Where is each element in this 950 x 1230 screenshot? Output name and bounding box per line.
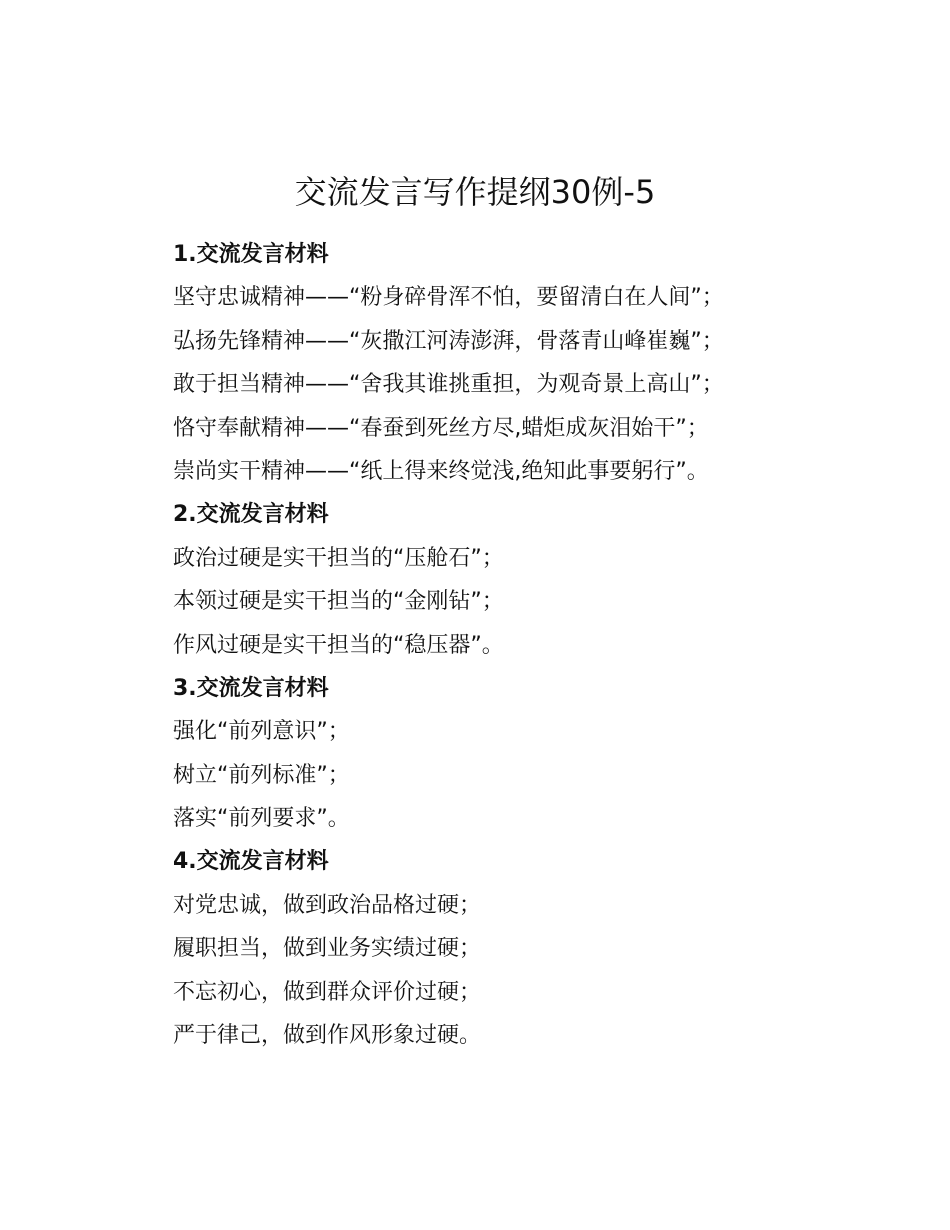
paragraph-line: 恪守奉献精神——“春蚕到死丝方尽,蜡炬成灰泪始干”； (173, 415, 709, 441)
paragraph-line: 本领过硬是实干担当的“金刚钻”； (173, 589, 504, 615)
paragraph-line: 作风过硬是实干担当的“稳压器”。 (173, 632, 504, 658)
section-3 (173, 667, 893, 841)
paragraph-line: 坚守忠诚精神——“粉身碎骨浑不怕，要留清白在人间”； (173, 285, 724, 311)
paragraph-line: 严于律己，做到作风形象过硬。 (173, 1023, 482, 1049)
section-heading: 4.交流发言材料 (173, 849, 329, 875)
paragraph-line: 履职担当，做到业务实绩过硬； (173, 936, 482, 962)
paragraph-line: 敢于担当精神——“舍我其谁挑重担，为观奇景上高山”； (173, 372, 724, 398)
paragraph-line: 落实“前列要求”。 (173, 806, 350, 832)
paragraph-line: 政治过硬是实干担当的“压舱石”； (173, 545, 504, 571)
paragraph-line: 树立“前列标准”； (173, 762, 350, 788)
section-heading: 2.交流发言材料 (173, 502, 329, 528)
document-title: 交流发言写作提纲30例-5 (294, 173, 656, 211)
section-4 (173, 840, 893, 1057)
paragraph-line: 弘扬先锋精神——“灰撒江河涛澎湃，骨落青山峰崔巍”； (173, 328, 724, 354)
paragraph-line: 强化“前列意识”； (173, 719, 350, 745)
section-heading: 3.交流发言材料 (173, 675, 329, 701)
section-1 (173, 233, 893, 493)
paragraph-line: 不忘初心，做到群众评价过硬； (173, 979, 482, 1005)
section-2 (173, 493, 893, 667)
paragraph-line: 对党忠诚，做到政治品格过硬； (173, 892, 482, 918)
section-heading: 1.交流发言材料 (173, 242, 329, 267)
paragraph-line: 崇尚实干精神——“纸上得来终觉浅,绝知此事要躬行”。 (173, 458, 709, 484)
document-body (173, 233, 893, 1057)
